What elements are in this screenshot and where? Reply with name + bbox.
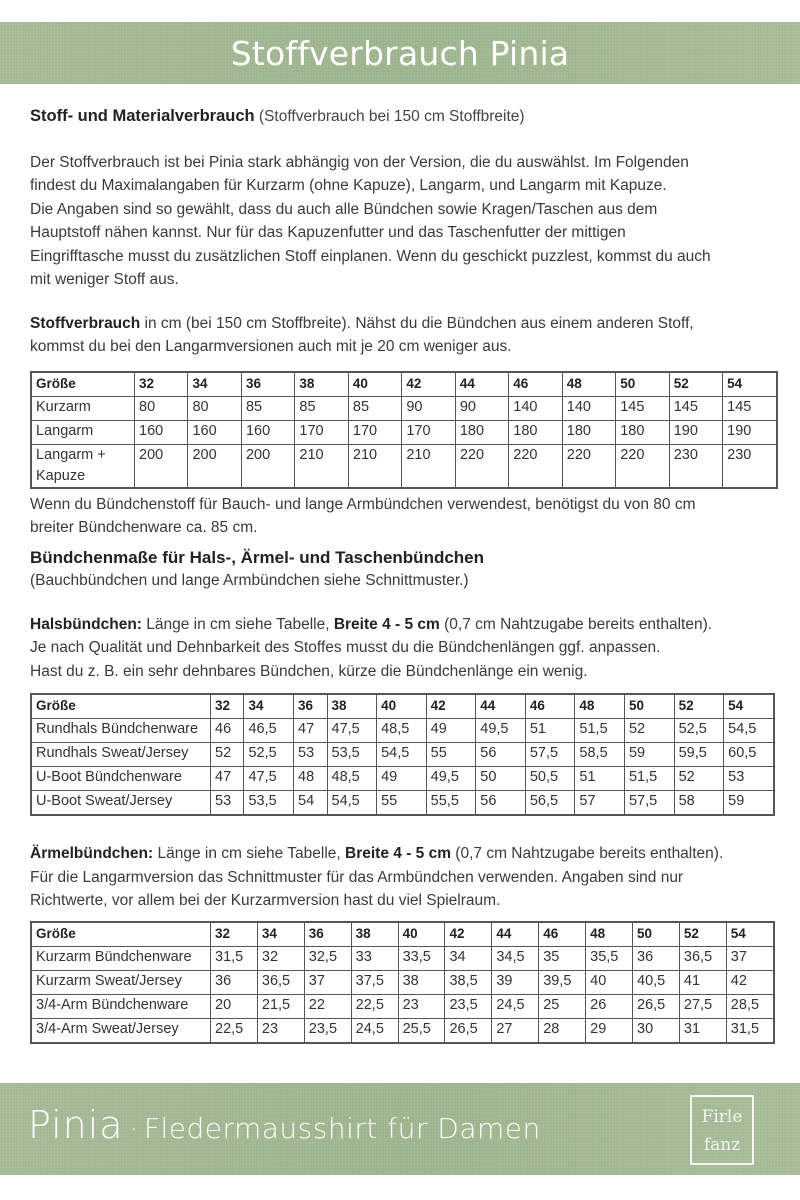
table-cell: 23 [398,994,445,1018]
intro-line: Die Angaben sind so gewählt, dass du auch alle Bündchen sowie Kragen/Taschen aus dem [30,200,658,218]
table-cell: 160 [135,420,188,444]
row-label: Kurzarm Sweat/Jersey [31,970,211,994]
table-cell: 145 [669,396,722,420]
table-cell: 170 [402,420,455,444]
header-cell-size: 42 [402,372,455,397]
table-cell: 41 [679,970,726,994]
header-cell-size: 52 [674,694,724,719]
table-cell: 27,5 [679,994,726,1018]
table-cell: 200 [188,444,241,488]
table-header-row [31,694,774,719]
table-cell: 55 [377,791,427,816]
row-label: 3/4-Arm Sweat/Jersey [31,1018,211,1043]
fabric-line2: kommst du bei den Langarmversionen auch mit je 20 cm weniger aus. [30,338,512,355]
table-row [31,743,774,767]
table-cell: 40 [586,970,633,994]
table-cell: 24,5 [351,1018,398,1043]
table-cell: 52,5 [674,719,724,743]
neck-width: Breite 4 - 5 cm [333,615,440,633]
table-cell: 53 [724,767,774,791]
header-cell-size: 44 [492,922,539,947]
table-cell: 34 [445,946,492,970]
intro-paragraph [30,151,790,292]
table-cell: 36 [211,970,258,994]
table-cell: 26,5 [445,1018,492,1043]
table-cell: 36,5 [257,970,304,994]
table-cell: 23,5 [304,1018,351,1043]
table-cell: 230 [669,444,722,488]
header-banner [0,22,800,84]
table-cell: 36 [633,946,680,970]
table-cell: 200 [241,444,294,488]
header-cell-size: 40 [377,694,427,719]
header-cell-size: 32 [211,694,244,719]
header-cell-size: 32 [135,372,188,397]
sleeve-line3: Richtwerte, vor allem bei der Kurzarmversion hast du viel Spielraum. [30,892,501,909]
firlefanz-logo [690,1095,754,1165]
fabric-consumption-table [30,371,778,489]
table-cell: 22,5 [211,1018,258,1043]
table-cell: 85 [241,396,294,420]
table-cell: 23,5 [445,994,492,1018]
table-cell: 140 [562,396,615,420]
fabric-note-line: Wenn du Bündchenstoff für Bauch- und lange Armbündchen verwendest, benötigst du von 80 cm [30,495,696,513]
row-label: U-Boot Bündchenware [31,767,211,791]
fabric-intro [30,312,790,359]
table-cell: 34,5 [492,946,539,970]
header-cell-size: 36 [304,922,351,947]
table-cell: 20 [211,994,258,1018]
table-cell: 230 [723,444,777,488]
table-cell: 52 [674,767,724,791]
table-header-row [31,922,774,947]
table-cell: 80 [135,396,188,420]
page-title: Stoffverbrauch Pinia [230,33,570,73]
table-cell: 56 [476,743,526,767]
table-cell: 52,5 [244,743,294,767]
table-cell: 170 [348,420,401,444]
table-cell: 200 [135,444,188,488]
fabric-line1: in cm (bei 150 cm Stoffbreite). Nähst du die Bündchen aus einem anderen Stoff, [140,314,694,332]
table-cell: 39 [492,970,539,994]
neck-cuff-table [30,693,775,816]
table-cell: 50,5 [525,767,575,791]
table-cell: 54,5 [724,719,774,743]
table-cell: 58,5 [575,743,625,767]
table-row [31,946,774,970]
table-cell: 220 [616,444,669,488]
neck-section-text [30,613,790,684]
table-cell: 36,5 [679,946,726,970]
table-cell: 26,5 [633,994,680,1018]
table-cell: 25,5 [398,1018,445,1043]
table-cell: 145 [723,396,777,420]
table-row [31,970,774,994]
table-cell: 160 [188,420,241,444]
header-cell-size: 46 [539,922,586,947]
footer-separator: · [129,1115,138,1145]
table-cell: 40,5 [633,970,680,994]
header-cell-size: 32 [211,922,258,947]
table-cell: 180 [616,420,669,444]
table-cell: 32,5 [304,946,351,970]
table-cell: 59,5 [674,743,724,767]
table-cell: 49 [377,767,427,791]
table-cell: 28,5 [726,994,774,1018]
table-cell: 53,5 [327,743,377,767]
neck-label: Halsbündchen: [30,615,142,633]
table-row [31,994,774,1018]
header-cell-size: 46 [525,694,575,719]
header-cell-size: 48 [575,694,625,719]
header-cell-size: 34 [257,922,304,947]
table-cell: 24,5 [492,994,539,1018]
table-cell: 57,5 [624,791,674,816]
table-cell: 32 [257,946,304,970]
table-cell: 190 [723,420,777,444]
row-label: Langarm [31,420,135,444]
table-cell: 42 [726,970,774,994]
table-row [31,1018,774,1043]
header-cell-size: 34 [244,694,294,719]
table-cell: 180 [455,420,508,444]
header-cell-size: 40 [348,372,401,397]
neck-text2: (0,7 cm Nahtzugabe bereits enthalten). [439,615,713,633]
table-cell: 190 [669,420,722,444]
table-cell: 140 [509,396,562,420]
table-cell: 210 [348,444,401,488]
sleeve-text2: (0,7 cm Nahtzugabe bereits enthalten). [451,845,724,862]
table-cell: 30 [633,1018,680,1043]
table-cell: 210 [402,444,455,488]
row-label: Rundhals Sweat/Jersey [31,743,211,767]
footer-subtitle: Fledermausshirt für Damen [143,1112,541,1145]
header-cell-size: 50 [633,922,680,947]
table-row [31,719,774,743]
row-label: Kurzarm [31,396,135,420]
header-cell-size: 48 [586,922,633,947]
table-cell: 47 [211,767,244,791]
header-cell-size: 36 [241,372,294,397]
intro-line: findest du Maximalangaben für Kurzarm (ohne Kapuze), Langarm, und Langarm mit Kapuze. [30,177,667,194]
table-cell: 22,5 [351,994,398,1018]
header-cell-size: 42 [426,694,476,719]
header-cell-size: 54 [726,922,774,947]
intro-heading-line [30,105,790,129]
row-label: 3/4-Arm Bündchenware [31,994,211,1018]
header-cell-size: 42 [445,922,492,947]
table-cell: 57,5 [525,743,575,767]
table-header-row [31,372,777,397]
table-cell: 220 [509,444,562,488]
table-cell: 90 [455,396,508,420]
table-cell: 220 [562,444,615,488]
header-cell-size: 38 [351,922,398,947]
table-row [31,767,774,791]
table-cell: 31,5 [726,1018,774,1043]
table-cell: 160 [241,420,294,444]
header-cell-size: 38 [327,694,377,719]
sleeve-cuff-table [30,921,775,1044]
fabric-note-line: breiter Bündchenware ca. 85 cm. [30,519,258,536]
header-cell-size: 50 [616,372,669,397]
footer-title [28,1103,541,1147]
neck-line2: Je nach Qualität und Dehnbarkeit des Stoffes musst du die Bündchenlängen ggf. anpassen. [30,639,661,656]
sleeve-width: Breite 4 - 5 cm [345,845,451,862]
header-cell-size: 34 [188,372,241,397]
header-cell-size: 38 [295,372,348,397]
table-cell: 48,5 [377,719,427,743]
table-cell: 57 [575,791,625,816]
header-cell-size: 36 [294,694,327,719]
table-cell: 210 [295,444,348,488]
table-cell: 59 [624,743,674,767]
table-cell: 33 [351,946,398,970]
table-cell: 56,5 [525,791,575,816]
table-cell: 25 [539,994,586,1018]
logo-line: Firle [701,1107,743,1127]
header-cell-size-label: Größe [31,372,135,397]
table-cell: 58 [674,791,724,816]
table-cell: 46 [211,719,244,743]
table-cell: 180 [562,420,615,444]
intro-line: Der Stoffverbrauch ist bei Pinia stark abhängig von der Version, die du auswählst. Im Folgenden [30,153,689,171]
table-cell: 51,5 [575,719,625,743]
table-cell: 55 [426,743,476,767]
table-cell: 51 [575,767,625,791]
header-cell-size: 40 [398,922,445,947]
table-cell: 80 [188,396,241,420]
table-cell: 31 [679,1018,726,1043]
cuffs-subheading: (Bauchbündchen und lange Armbündchen siehe Schnittmuster.) [30,572,469,589]
table-cell: 48,5 [327,767,377,791]
table-cell: 53 [294,743,327,767]
table-cell: 85 [295,396,348,420]
table-cell: 53 [211,791,244,816]
table-cell: 33,5 [398,946,445,970]
table-cell: 49,5 [476,719,526,743]
cuffs-heading: Bündchenmaße für Hals-, Ärmel- und Taschenbündchen [30,547,485,567]
header-cell-size: 44 [476,694,526,719]
table-cell: 47,5 [244,767,294,791]
table-row [31,444,777,488]
row-label: U-Boot Sweat/Jersey [31,791,211,816]
footer-banner [0,1083,800,1175]
table-cell: 26 [586,994,633,1018]
table-cell: 38,5 [445,970,492,994]
sleeve-section-text [30,842,790,913]
table-cell: 180 [509,420,562,444]
table-cell: 31,5 [211,946,258,970]
table-cell: 27 [492,1018,539,1043]
document-body [30,100,790,1044]
table-cell: 56 [476,791,526,816]
neck-text1: Länge in cm siehe Tabelle, [141,615,334,633]
table-cell: 22 [304,994,351,1018]
table-cell: 39,5 [539,970,586,994]
intro-line: mit weniger Stoff aus. [30,271,179,288]
table-cell: 35,5 [586,946,633,970]
table-cell: 28 [539,1018,586,1043]
table-cell: 90 [402,396,455,420]
row-label: Rundhals Bündchenware [31,719,211,743]
header-cell-size: 52 [679,922,726,947]
table-cell: 52 [624,719,674,743]
table-cell: 37 [726,946,774,970]
sleeve-line2: Für die Langarmversion das Schnittmuster für das Armbündchen verwenden. Angaben sind nur [30,868,684,886]
table-cell: 52 [211,743,244,767]
cuffs-section [30,546,790,593]
header-cell-size-label: Größe [31,694,211,719]
table-cell: 49,5 [426,767,476,791]
table-cell: 49 [426,719,476,743]
table-cell: 46,5 [244,719,294,743]
table-cell: 145 [616,396,669,420]
table-cell: 51,5 [624,767,674,791]
header-cell-size: 44 [455,372,508,397]
intro-heading-note: (Stoffverbrauch bei 150 cm Stoffbreite) [254,108,525,125]
table-cell: 60,5 [724,743,774,767]
table-cell: 50 [476,767,526,791]
table-cell: 85 [348,396,401,420]
header-cell-size: 46 [509,372,562,397]
header-cell-size-label: Größe [31,922,211,947]
table-row [31,420,777,444]
table-cell: 59 [724,791,774,816]
table-cell: 37,5 [351,970,398,994]
table-cell: 38 [398,970,445,994]
intro-line: Eingrifftasche musst du zusätzlichen Stoff einplanen. Wenn du geschickt puzzlest, kommst du auch [30,247,711,265]
header-cell-size: 54 [723,372,777,397]
row-label: Langarm + Kapuze [31,444,135,488]
table-cell: 21,5 [257,994,304,1018]
intro-line: Hauptstoff nähen kannst. Nur für das Kapuzenfutter und das Taschenfutter der mittigen [30,224,626,241]
table-cell: 55,5 [426,791,476,816]
table-cell: 47,5 [327,719,377,743]
table-cell: 54 [294,791,327,816]
table-cell: 23 [257,1018,304,1043]
logo-line: fanz [703,1135,741,1155]
table-cell: 48 [294,767,327,791]
header-cell-size: 54 [724,694,774,719]
neck-line3: Hast du z. B. ein sehr dehnbares Bündchen, kürze die Bündchenlänge ein wenig. [30,662,588,680]
sleeve-text1: Länge in cm siehe Tabelle, [153,845,346,862]
fabric-note [30,493,790,540]
header-cell-size: 50 [624,694,674,719]
table-cell: 29 [586,1018,633,1043]
table-cell: 54,5 [377,743,427,767]
table-row [31,396,777,420]
sleeve-label: Ärmelbündchen: [30,845,154,862]
table-cell: 170 [295,420,348,444]
fabric-heading: Stoffverbrauch [30,314,141,332]
table-cell: 47 [294,719,327,743]
table-cell: 35 [539,946,586,970]
table-cell: 54,5 [327,791,377,816]
intro-heading: Stoff- und Materialverbrauch [30,107,255,125]
table-cell: 53,5 [244,791,294,816]
table-cell: 220 [455,444,508,488]
header-cell-size: 48 [562,372,615,397]
header-cell-size: 52 [669,372,722,397]
table-cell: 51 [525,719,575,743]
row-label: Kurzarm Bündchenware [31,946,211,970]
footer-brand: Pinia [28,1103,124,1147]
table-cell: 37 [304,970,351,994]
table-row [31,791,774,816]
